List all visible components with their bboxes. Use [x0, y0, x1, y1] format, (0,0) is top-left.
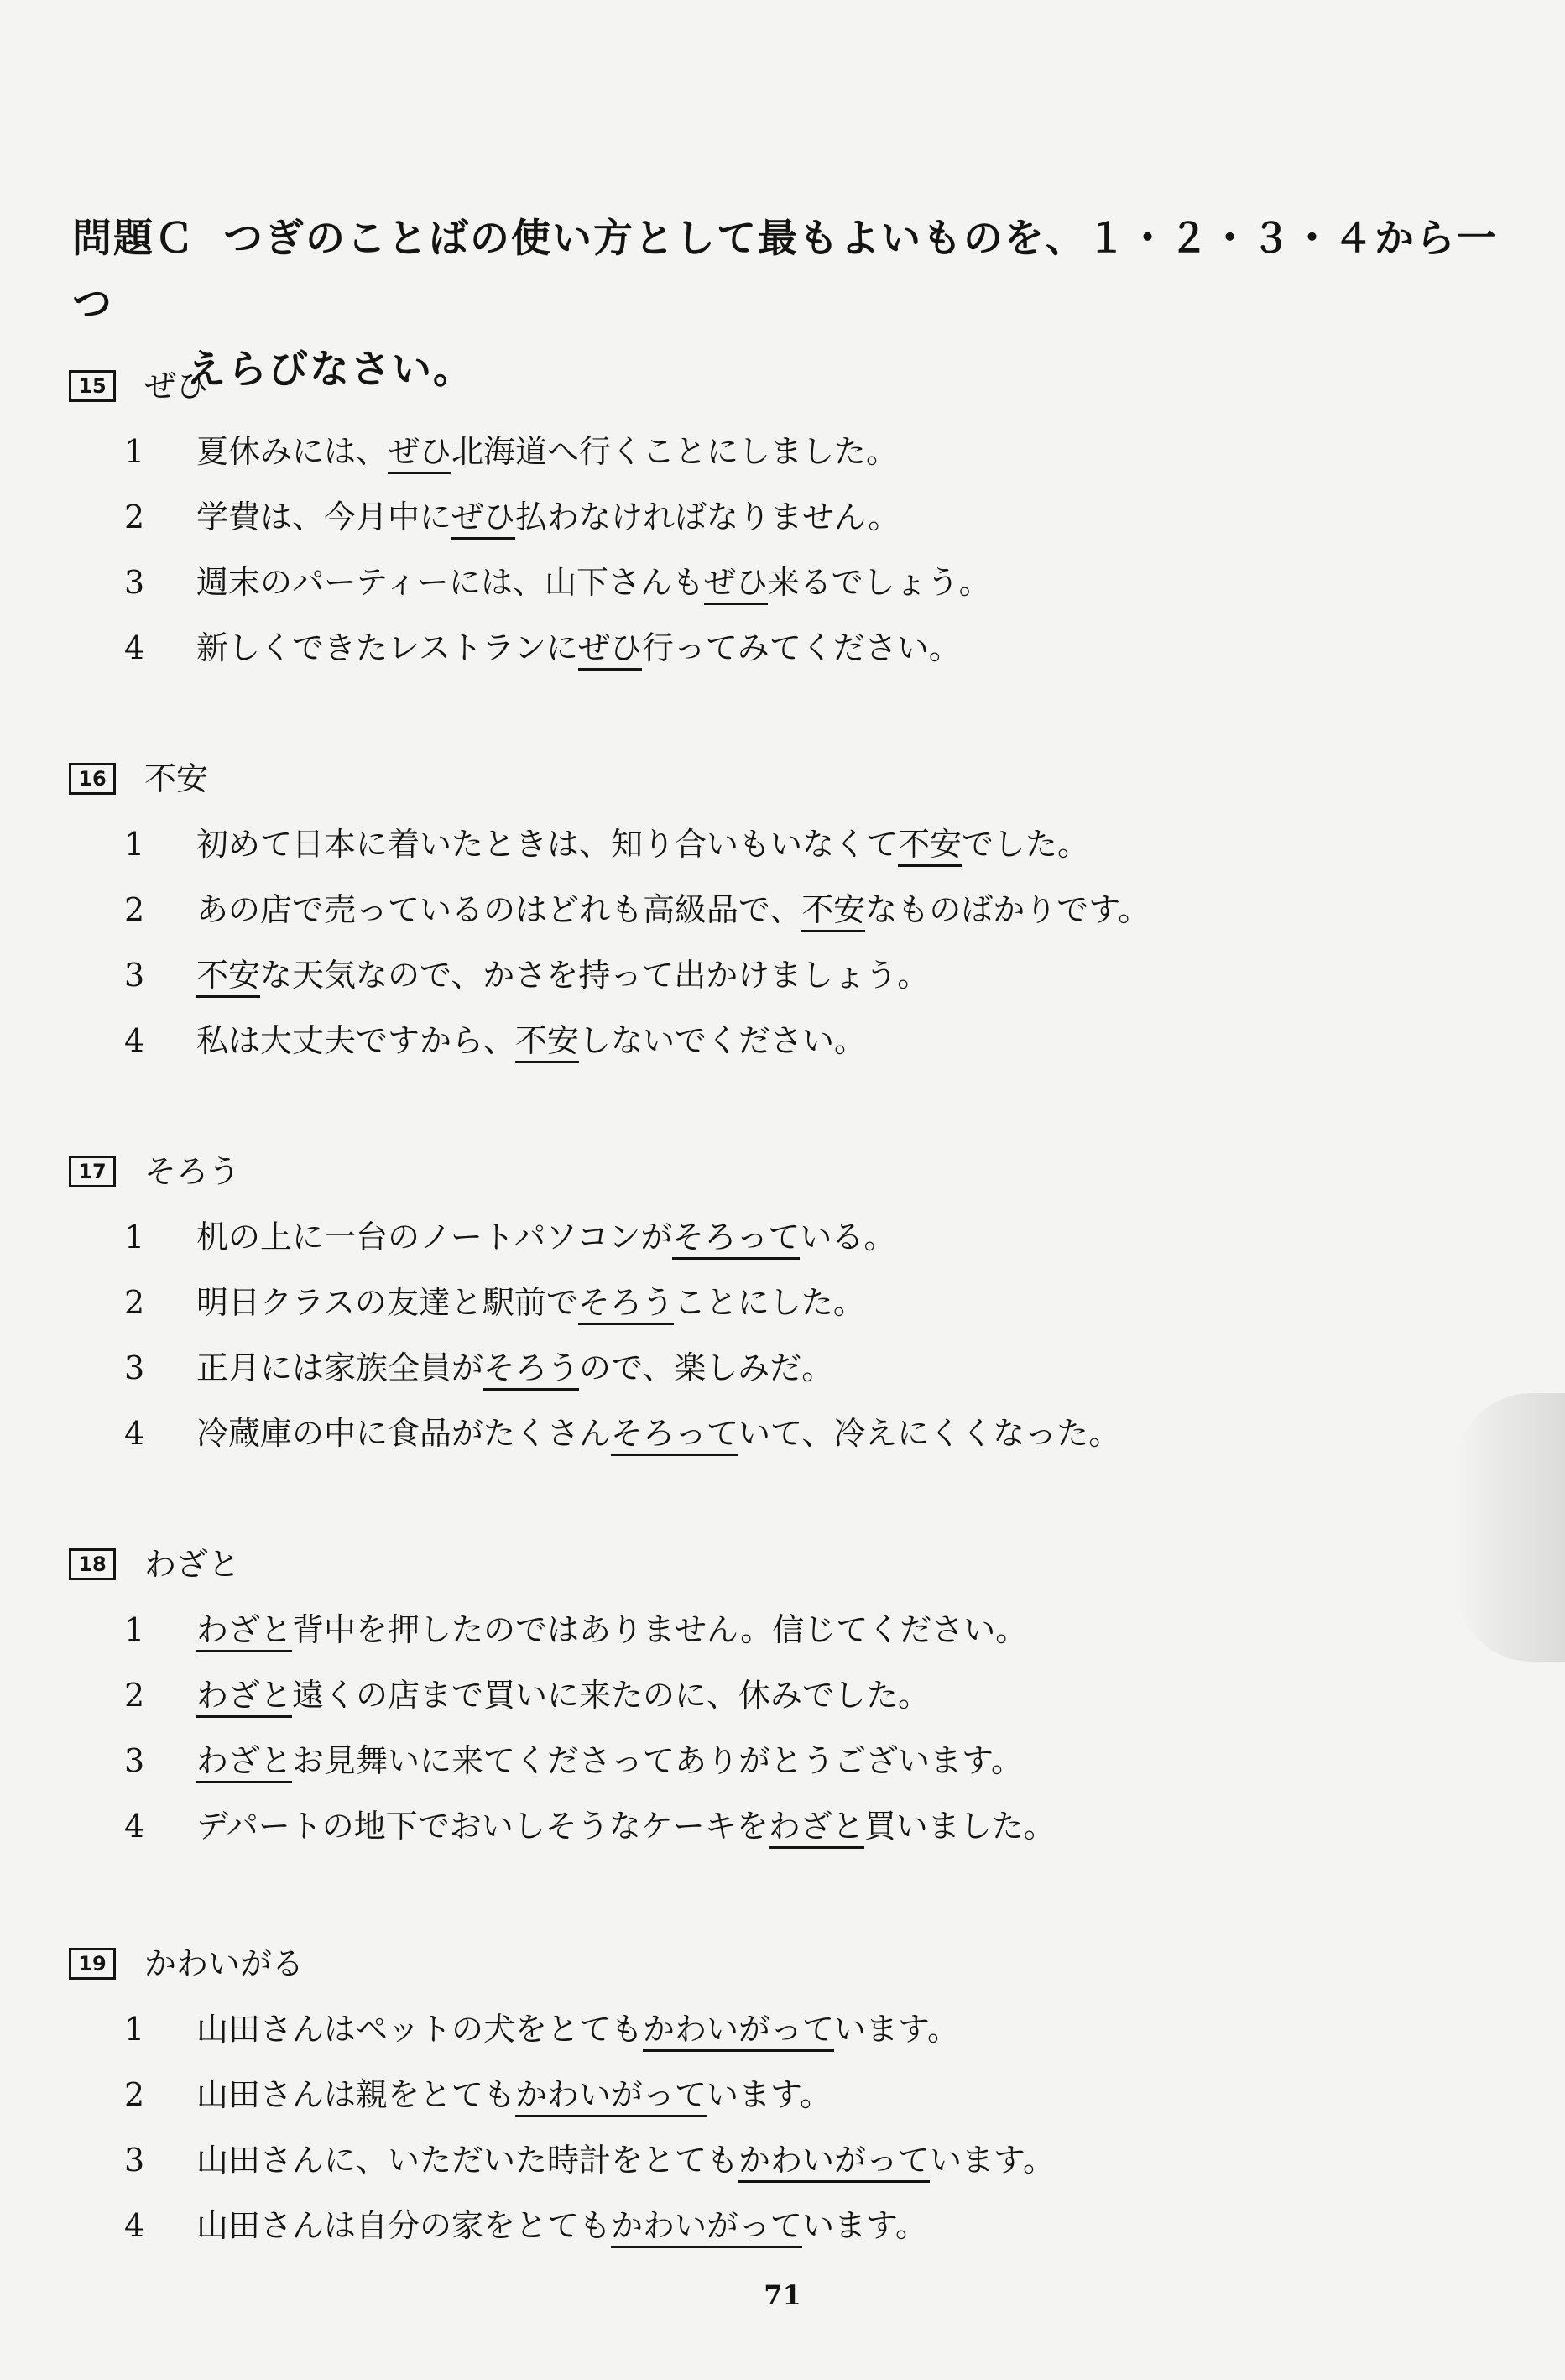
option-text-after: います。: [930, 2142, 1055, 2179]
answer-option: [124, 492, 900, 542]
target-word-underlined: 不安: [898, 826, 962, 867]
target-word-underlined: ぜひ: [704, 564, 768, 605]
option-number: 1: [124, 1219, 145, 1255]
option-text-before: 学費は、今月中に: [196, 498, 452, 535]
question-word: そろう: [144, 1153, 241, 1190]
target-word-underlined: ぜひ: [578, 629, 642, 671]
option-number: 3: [124, 1349, 145, 1386]
option-text-after: しないでください。: [579, 1022, 867, 1059]
answer-option: [124, 623, 961, 673]
option-text-before: 山田さんは自分の家をとても: [196, 2207, 612, 2244]
target-word-underlined: そろって: [672, 1219, 800, 1260]
question-header: [69, 1146, 240, 1197]
option-text-after: 来るでしょう。: [767, 564, 991, 601]
option-text-after: 買いました。: [863, 1808, 1056, 1845]
option-text-before: 机の上に一台のノートパソコンが: [196, 1219, 673, 1255]
option-text-before: 冷蔵庫の中に食品がたくさん: [196, 1415, 612, 1452]
answer-option: [124, 1212, 895, 1262]
answer-option: [124, 885, 1150, 935]
option-number: 1: [124, 1611, 145, 1648]
answer-option: [124, 2200, 927, 2251]
option-text-before: 山田さんに、いただいた時計をとても: [196, 2142, 739, 2179]
answer-option: [124, 2004, 959, 2054]
answer-option: [124, 1343, 833, 1393]
target-word-underlined: ぜひ: [388, 433, 451, 474]
answer-option: [124, 557, 991, 608]
answer-option: [124, 1015, 866, 1066]
target-word-underlined: わざと: [196, 1677, 292, 1718]
option-text-before: 明日クラスの友達と駅前で: [196, 1284, 578, 1321]
target-word-underlined: そろって: [611, 1415, 738, 1456]
option-text-after: 行ってみてください。: [641, 629, 961, 666]
option-text-before: 初めて日本に着いたときは、知り合いもいなくて: [196, 826, 899, 863]
option-text-before: 山田さんはペットの犬をとても: [196, 2011, 644, 2048]
page-number: 71: [764, 2279, 801, 2311]
question-number-box: 16: [69, 763, 116, 795]
option-number: 4: [124, 2207, 145, 2244]
question-number-box: 15: [69, 370, 116, 402]
target-word-underlined: かわいがって: [738, 2142, 930, 2183]
option-text-before: 正月には家族全員が: [196, 1349, 484, 1386]
answer-option: [124, 1408, 1120, 1459]
option-number: 4: [124, 629, 145, 666]
option-text-after: います。: [802, 2207, 927, 2244]
option-text-after: いて、冷えにくくなった。: [738, 1415, 1121, 1452]
option-text-after: な天気なので、かさを持って出かけましょう。: [260, 957, 930, 994]
answer-option: [124, 426, 898, 477]
question-word: 不安: [144, 760, 209, 797]
answer-option: [124, 950, 929, 1000]
option-text-after: いる。: [800, 1219, 896, 1255]
option-text-after: ことにした。: [673, 1284, 865, 1321]
option-text-before: デパートの地下でおいしそうなケーキを: [196, 1808, 769, 1845]
question-header: [69, 754, 208, 804]
target-word-underlined: ぜひ: [451, 498, 515, 540]
option-text-before: 夏休みには、: [196, 433, 389, 470]
option-text-after: います。: [834, 2011, 959, 2048]
answer-option: [124, 2135, 1055, 2185]
answer-option: [124, 1801, 1056, 1851]
option-text-after: 払わなければなりません。: [515, 498, 900, 535]
option-text-after: ので、楽しみだ。: [579, 1349, 834, 1386]
option-text-before: 山田さんは親をとても: [196, 2076, 516, 2113]
answer-option: [124, 1670, 930, 1720]
option-number: 3: [124, 2142, 145, 2179]
target-word-underlined: 不安: [196, 957, 260, 998]
problem-label: 問題Ｃ: [72, 216, 196, 262]
target-word-underlined: かわいがって: [515, 2076, 707, 2117]
option-text-before: 新しくできたレストランに: [196, 629, 578, 666]
option-number: 3: [124, 957, 145, 994]
question-word: ぜひ: [144, 368, 209, 404]
problem-heading: [72, 206, 1499, 403]
answer-option: [124, 819, 1089, 869]
option-text-after: でした。: [962, 826, 1090, 863]
target-word-underlined: そろう: [483, 1349, 579, 1391]
question-header: [69, 1539, 240, 1589]
target-word-underlined: わざと: [196, 1742, 292, 1783]
target-word-underlined: わざと: [769, 1808, 864, 1849]
target-word-underlined: 不安: [515, 1022, 579, 1063]
target-word-underlined: かわいがって: [611, 2207, 802, 2248]
option-number: 3: [124, 1742, 145, 1779]
option-number: 2: [124, 1677, 145, 1714]
option-number: 2: [124, 891, 145, 928]
option-text-after: 背中を押したのではありません。信じてください。: [292, 1611, 1028, 1648]
option-text-before: あの店で売っているのはどれも高級品で、: [196, 891, 802, 928]
option-number: 2: [124, 498, 145, 535]
question-word: わざと: [144, 1546, 241, 1583]
target-word-underlined: わざと: [196, 1611, 292, 1652]
option-text-after: 遠くの店まで買いに来たのに、休みでした。: [292, 1677, 931, 1714]
page-edge-shadow: [1456, 1393, 1565, 1662]
option-number: 4: [124, 1415, 145, 1452]
option-number: 4: [124, 1808, 145, 1845]
instruction-line-1: つぎのことばの使い方として最もよいものを、１・２・３・４から一つ: [72, 216, 1498, 327]
question-header: [69, 1939, 304, 1989]
option-number: 1: [124, 826, 145, 863]
option-text-after: 北海道へ行くことにしました。: [451, 433, 899, 470]
option-number: 1: [124, 433, 145, 470]
target-word-underlined: そろう: [578, 1284, 674, 1325]
question-word: かわいがる: [144, 1945, 305, 1982]
target-word-underlined: かわいがって: [643, 2011, 834, 2052]
instruction-line-2: えらびなさい。: [186, 347, 474, 393]
option-number: 2: [124, 2076, 145, 2113]
option-number: 3: [124, 564, 145, 601]
question-number-box: 18: [69, 1548, 116, 1580]
answer-option: [124, 2069, 832, 2120]
option-number: 1: [124, 2011, 145, 2048]
target-word-underlined: 不安: [801, 891, 865, 932]
option-number: 4: [124, 1022, 145, 1059]
option-text-before: 私は大丈夫ですから、: [196, 1022, 516, 1059]
option-text-after: お見舞いに来てくださってありがとうございます。: [292, 1742, 1023, 1779]
answer-option: [124, 1277, 865, 1328]
question-header: [69, 361, 208, 411]
option-text-before: 週末のパーティーには、山下さんも: [196, 564, 704, 601]
answer-option: [124, 1605, 1027, 1655]
question-number-box: 19: [69, 1948, 116, 1980]
option-text-after: なものばかりです。: [865, 891, 1150, 928]
answer-option: [124, 1735, 1023, 1786]
option-number: 2: [124, 1284, 145, 1321]
question-number-box: 17: [69, 1156, 116, 1187]
option-text-after: います。: [707, 2076, 832, 2113]
